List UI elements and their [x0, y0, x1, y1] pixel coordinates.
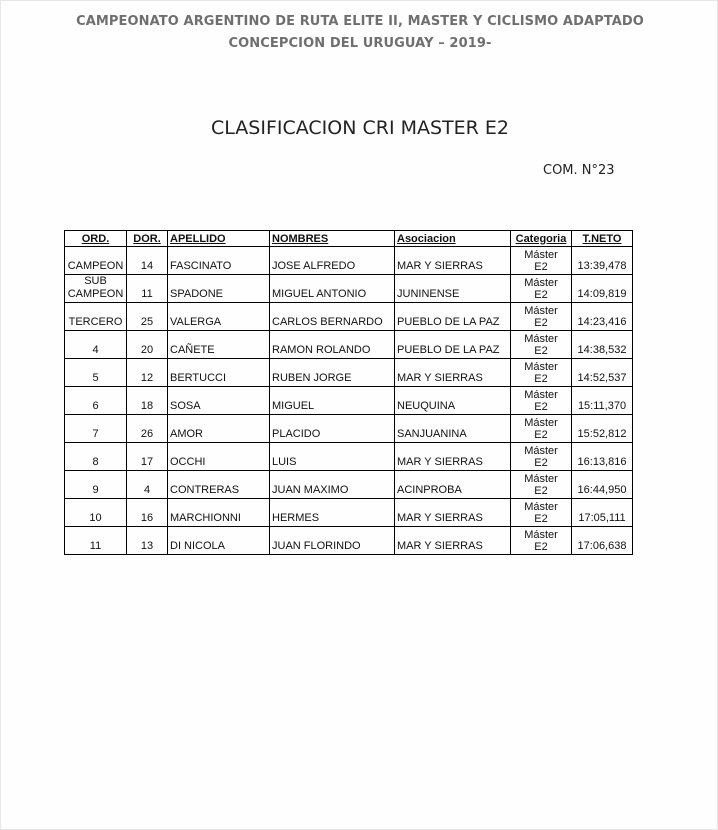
dorsal-cell: 13 [127, 527, 168, 555]
table-row [65, 331, 633, 359]
table-row [65, 499, 633, 527]
table-row [65, 247, 633, 275]
col-tneto: T.NETO [572, 231, 633, 247]
categoria-line2: E2 [534, 429, 548, 441]
asociacion-cell: PUEBLO DE LA PAZ [395, 303, 511, 331]
categoria-line2: E2 [534, 541, 548, 553]
ord-cell: SUB CAMPEON [65, 275, 127, 303]
asociacion-cell: PUEBLO DE LA PAZ [395, 331, 511, 359]
apellido-cell: SPADONE [168, 275, 270, 303]
table-row [65, 303, 633, 331]
ord-cell: TERCERO [65, 303, 127, 331]
col-nombres: NOMBRES [270, 231, 395, 247]
tneto-cell: 14:23,416 [572, 303, 633, 331]
categoria-cell [511, 443, 572, 471]
col-ord: ORD. [65, 231, 127, 247]
dorsal-cell: 20 [127, 331, 168, 359]
categoria-line2: E2 [534, 485, 548, 497]
ord-cell: 10 [65, 499, 127, 527]
asociacion-cell: MAR Y SIERRAS [395, 443, 511, 471]
categoria-line1: Máster [524, 361, 558, 373]
nombres-cell: CARLOS BERNARDO [270, 303, 395, 331]
ord-cell: 6 [65, 387, 127, 415]
ord-cell: 5 [65, 359, 127, 387]
dorsal-cell: 12 [127, 359, 168, 387]
tneto-cell: 15:52,812 [572, 415, 633, 443]
nombres-cell: PLACIDO [270, 415, 395, 443]
dorsal-cell: 17 [127, 443, 168, 471]
categoria-line2: E2 [534, 289, 548, 301]
categoria-line1: Máster [524, 305, 558, 317]
apellido-cell: MARCHIONNI [168, 499, 270, 527]
apellido-cell: BERTUCCI [168, 359, 270, 387]
tneto-cell: 16:13,816 [572, 443, 633, 471]
tneto-cell: 13:39,478 [572, 247, 633, 275]
tneto-cell: 17:06,638 [572, 527, 633, 555]
communication-number: COM. N°23 [543, 163, 615, 178]
nombres-cell: JOSE ALFREDO [270, 247, 395, 275]
categoria-cell [511, 275, 572, 303]
table-row [65, 527, 633, 555]
nombres-cell: MIGUEL [270, 387, 395, 415]
col-asociacion: Asociacion [395, 231, 511, 247]
categoria-line1: Máster [524, 249, 558, 261]
categoria-line2: E2 [534, 261, 548, 273]
dorsal-cell: 25 [127, 303, 168, 331]
categoria-cell [511, 303, 572, 331]
nombres-cell: RUBEN JORGE [270, 359, 395, 387]
categoria-line2: E2 [534, 317, 548, 329]
classification-title: CLASIFICACION CRI MASTER E2 [211, 117, 509, 139]
categoria-cell [511, 359, 572, 387]
apellido-cell: OCCHI [168, 443, 270, 471]
tneto-cell: 14:52,537 [572, 359, 633, 387]
categoria-line2: E2 [534, 345, 548, 357]
categoria-line1: Máster [524, 445, 558, 457]
asociacion-cell: SANJUANINA [395, 415, 511, 443]
tneto-cell: 16:44,950 [572, 471, 633, 499]
asociacion-cell: MAR Y SIERRAS [395, 499, 511, 527]
apellido-cell: SOSA [168, 387, 270, 415]
nombres-cell: MIGUEL ANTONIO [270, 275, 395, 303]
categoria-cell [511, 471, 572, 499]
col-dor: DOR. [127, 231, 168, 247]
dorsal-cell: 4 [127, 471, 168, 499]
categoria-line1: Máster [524, 529, 558, 541]
categoria-line2: E2 [534, 513, 548, 525]
nombres-cell: LUIS [270, 443, 395, 471]
dorsal-cell: 14 [127, 247, 168, 275]
categoria-cell [511, 247, 572, 275]
categoria-cell [511, 527, 572, 555]
dorsal-cell: 16 [127, 499, 168, 527]
dorsal-cell: 11 [127, 275, 168, 303]
header-row [65, 231, 633, 247]
categoria-line2: E2 [534, 373, 548, 385]
categoria-line1: Máster [524, 277, 558, 289]
apellido-cell: CONTRERAS [168, 471, 270, 499]
categoria-cell [511, 415, 572, 443]
categoria-line2: E2 [534, 401, 548, 413]
results-table [64, 230, 633, 555]
asociacion-cell: JUNINENSE [395, 275, 511, 303]
table-row [65, 387, 633, 415]
table-row [65, 471, 633, 499]
col-apellido: APELLIDO [168, 231, 270, 247]
ord-cell: 8 [65, 443, 127, 471]
ord-cell: 4 [65, 331, 127, 359]
apellido-cell: DI NICOLA [168, 527, 270, 555]
apellido-cell: VALERGA [168, 303, 270, 331]
table-row [65, 275, 633, 303]
categoria-line1: Máster [524, 473, 558, 485]
categoria-cell [511, 499, 572, 527]
asociacion-cell: ACINPROBA [395, 471, 511, 499]
tneto-cell: 17:05,111 [572, 499, 633, 527]
nombres-cell: HERMES [270, 499, 395, 527]
categoria-line2: E2 [534, 457, 548, 469]
ord-cell: CAMPEON [65, 247, 127, 275]
asociacion-cell: MAR Y SIERRAS [395, 527, 511, 555]
categoria-line1: Máster [524, 333, 558, 345]
table-row [65, 415, 633, 443]
nombres-cell: RAMON ROLANDO [270, 331, 395, 359]
nombres-cell: JUAN FLORINDO [270, 527, 395, 555]
table-row [65, 443, 633, 471]
table-row [65, 359, 633, 387]
tneto-cell: 14:38,532 [572, 331, 633, 359]
venue-subtitle: CONCEPCION DEL URUGUAY – 2019- [228, 36, 492, 51]
asociacion-cell: NEUQUINA [395, 387, 511, 415]
dorsal-cell: 26 [127, 415, 168, 443]
categoria-line1: Máster [524, 417, 558, 429]
ord-cell: 9 [65, 471, 127, 499]
tneto-cell: 15:11,370 [572, 387, 633, 415]
ord-cell: 11 [65, 527, 127, 555]
apellido-cell: CAÑETE [168, 331, 270, 359]
apellido-cell: AMOR [168, 415, 270, 443]
dorsal-cell: 18 [127, 387, 168, 415]
apellido-cell: FASCINATO [168, 247, 270, 275]
categoria-cell [511, 387, 572, 415]
ord-cell: 7 [65, 415, 127, 443]
nombres-cell: JUAN MAXIMO [270, 471, 395, 499]
asociacion-cell: MAR Y SIERRAS [395, 247, 511, 275]
categoria-cell [511, 331, 572, 359]
asociacion-cell: MAR Y SIERRAS [395, 359, 511, 387]
tneto-cell: 14:09,819 [572, 275, 633, 303]
categoria-line1: Máster [524, 389, 558, 401]
championship-title: CAMPEONATO ARGENTINO DE RUTA ELITE II, MASTER Y CICLISMO ADAPTADO [76, 14, 644, 29]
categoria-line1: Máster [524, 501, 558, 513]
col-categoria: Categoria [511, 231, 572, 247]
